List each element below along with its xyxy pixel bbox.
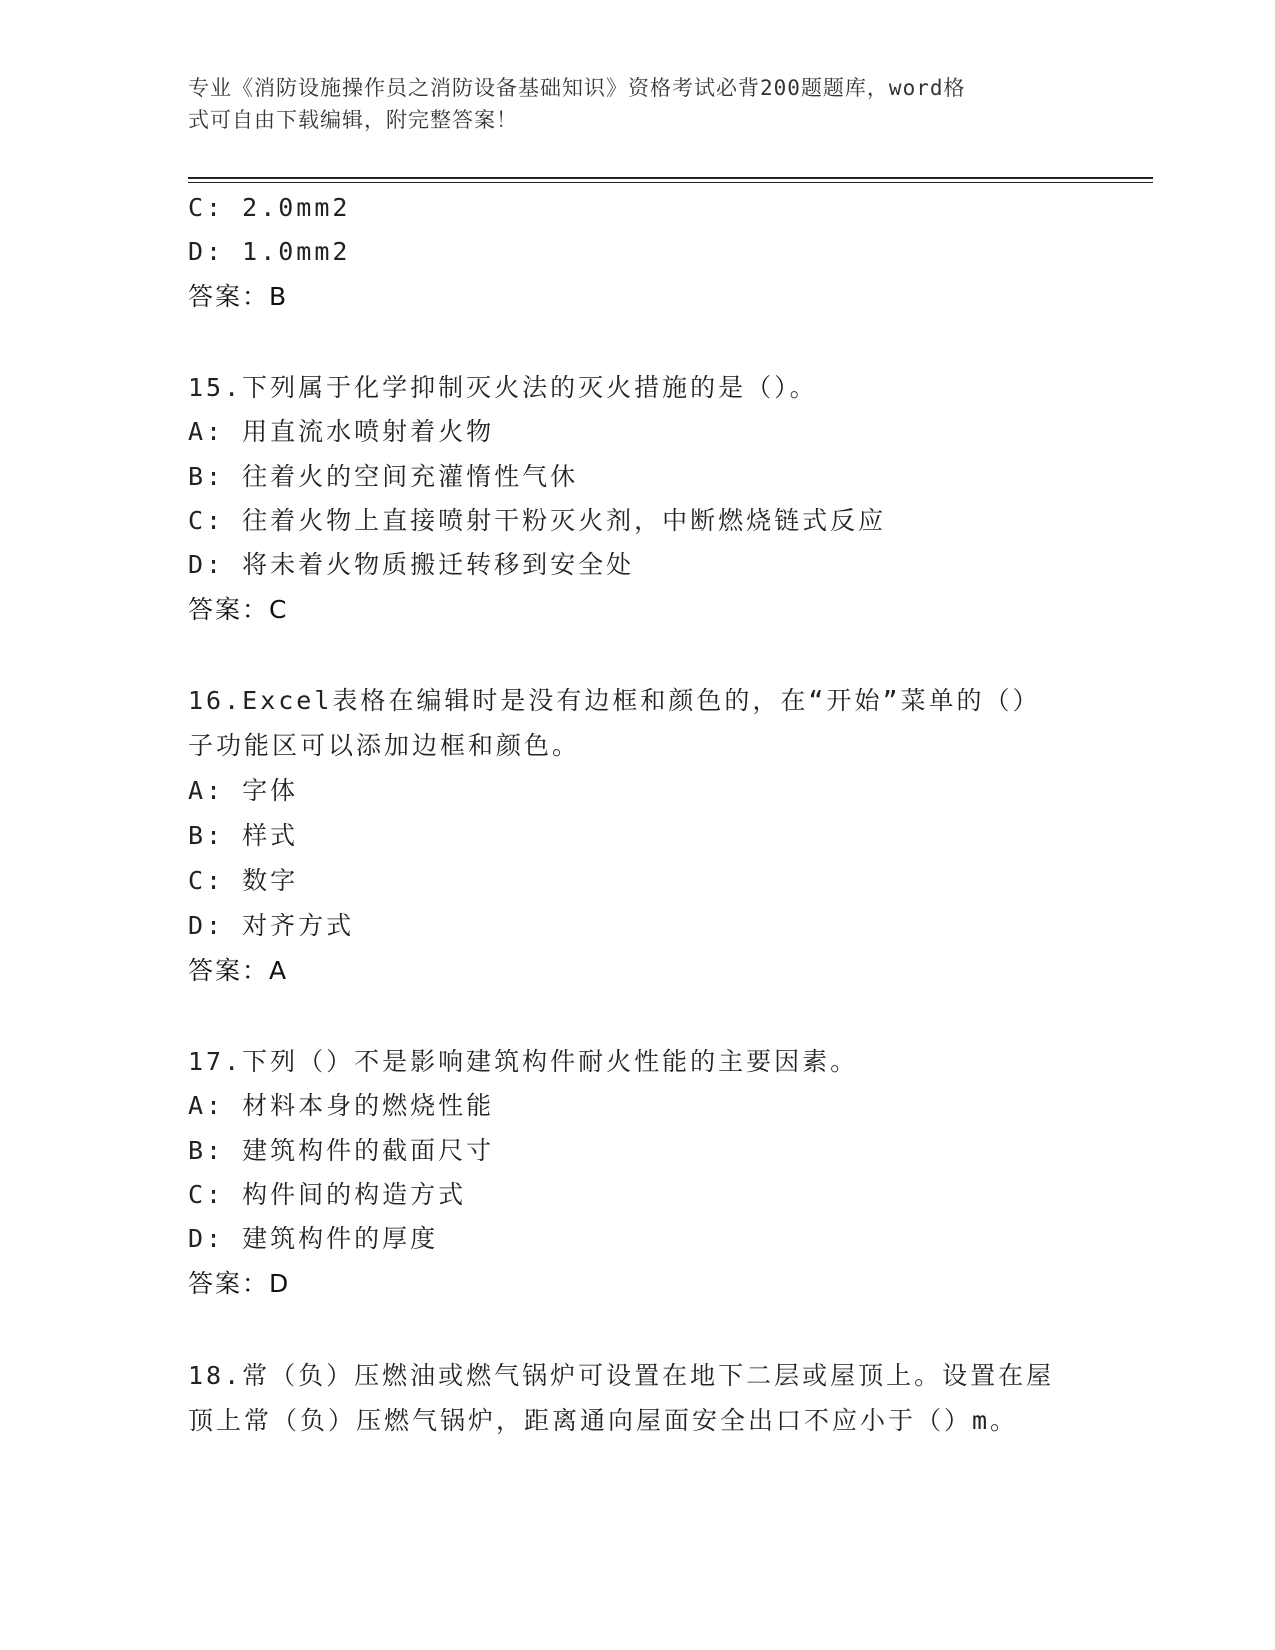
option-d: D: 将未着火物质搬迁转移到安全处	[188, 550, 635, 579]
answer: 答案：C	[188, 595, 289, 624]
header-rule-thin	[188, 182, 1153, 183]
question-text-line-1: 16.Excel表格在编辑时是没有边框和颜色的，在“开始”菜单的（）	[188, 686, 1041, 715]
question-text-line-1: 18.常（负）压燃油或燃气锅炉可设置在地下二层或屋顶上。设置在屋	[188, 1361, 1055, 1390]
question-text-line-2: 顶上常（负）压燃气锅炉，距离通向屋面安全出口不应小于（）m。	[188, 1406, 1019, 1435]
answer: 答案：D	[188, 1269, 291, 1298]
option-a: A: 用直流水喷射着火物	[188, 417, 495, 446]
title-line-2: 式可自由下载编辑，附完整答案！	[188, 108, 518, 132]
question-text: 15.下列属于化学抑制灭火法的灭火措施的是（）。	[188, 373, 818, 402]
option-b: B: 样式	[188, 821, 299, 850]
title-line-1: 专业《消防设施操作员之消防设备基础知识》资格考试必背200题题库，word格	[188, 76, 966, 100]
option-c: C: 2.0mm2	[188, 193, 351, 222]
answer: 答案：A	[188, 956, 289, 985]
option-d: D: 建筑构件的厚度	[188, 1224, 439, 1253]
answer: 答案：B	[188, 282, 289, 311]
header-rule	[188, 177, 1153, 179]
option-c: C: 往着火物上直接喷射干粉灭火剂，中断燃烧链式反应	[188, 506, 887, 535]
document-title	[188, 72, 1068, 136]
option-d: D: 对齐方式	[188, 911, 355, 940]
option-c: C: 数字	[188, 866, 299, 895]
option-d: D: 1.0mm2	[188, 237, 351, 266]
question-text-line-2: 子功能区可以添加边框和颜色。	[188, 731, 581, 760]
question-text: 17.下列（）不是影响建筑构件耐火性能的主要因素。	[188, 1047, 859, 1076]
option-b: B: 往着火的空间充灌惰性气休	[188, 462, 579, 491]
option-b: B: 建筑构件的截面尺寸	[188, 1136, 495, 1165]
option-a: A: 字体	[188, 776, 299, 805]
option-a: A: 材料本身的燃烧性能	[188, 1091, 495, 1120]
option-c: C: 构件间的构造方式	[188, 1180, 467, 1209]
